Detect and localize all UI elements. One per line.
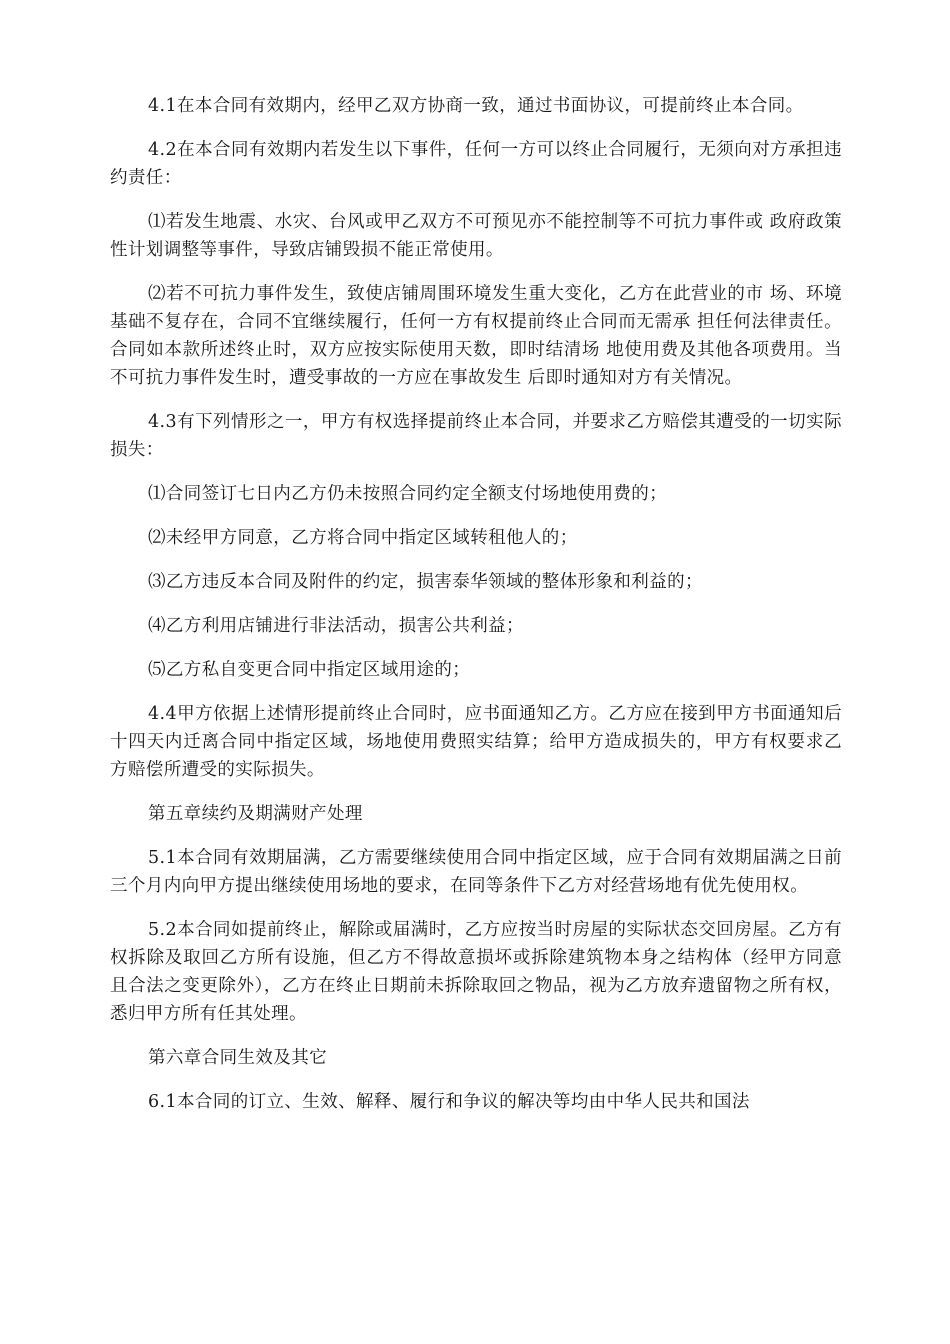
clause-4-3: 4.3有下列情形之一，甲方有权选择提前终止本合同，并要求乙方赔偿其遭受的一切实际损失： [110, 412, 842, 460]
clause-5-1: 5.1本合同有效期届满，乙方需要继续使用合同中指定区域，应于合同有效期届满之日前三个月内向甲方提出继续使用场地的要求，在同等条件下乙方对经营场地有优先使用权。 [110, 848, 842, 896]
clause-6-1: 6.1本合同的订立、生效、解释、履行和争议的解决等均由中华人民共和国法 [148, 1092, 750, 1112]
clause-4-2-item-1: ⑴若发生地震、水灾、台风或甲乙双方不可预见亦不能控制等不可抗力事件或 政府政策性计划调整等事件，导致店铺毁损不能正常使用。 [110, 212, 842, 260]
clause-4-4: 4.4甲方依据上述情形提前终止合同时，应书面通知乙方。乙方应在接到甲方书面通知后十四天内迁离合同中指定区域，场地使用费照实结算；给甲方造成损失的，甲方有权要求乙方赔偿所遭受的实际损失。 [110, 704, 842, 780]
chapter-6-heading: 第六章合同生效及其它 [148, 1048, 327, 1068]
clause-4-3-item-4: ⑷乙方利用店铺进行非法活动，损害公共利益； [148, 616, 524, 636]
clause-4-2-item-2: ⑵若不可抗力事件发生，致使店铺周围环境发生重大变化，乙方在此营业的市 场、环境基础不复存在，合同不宜继续履行，任何一方有权提前终止合同而无需承 担任何法律责任。合同如本款所述终止时，双方应按实际使用天数，即时结清场 地使用费及其他各项费用。当不可抗力事件发生时，遭受事故的一方应在事故发生 后即时通知对方有关情况。 [110, 284, 842, 388]
clause-4-3-item-1: ⑴合同签订七日内乙方仍未按照合同约定全额支付场地使用费的； [148, 484, 668, 504]
clause-4-3-item-2: ⑵未经甲方同意，乙方将合同中指定区域转租他人的； [148, 528, 578, 548]
clause-4-3-item-3: ⑶乙方违反本合同及附件的约定，损害泰华领域的整体形象和利益的； [148, 572, 703, 592]
clause-5-2: 5.2本合同如提前终止，解除或届满时，乙方应按当时房屋的实际状态交回房屋。乙方有权拆除及取回乙方所有设施，但乙方不得故意损坏或拆除建筑物本身之结构体（经甲方同意且合法之变更除外），乙方在终止日期前未拆除取回之物品，视为乙方放弃遗留物之所有权，悉归甲方所有任其处理。 [110, 920, 842, 1024]
document-body [110, 92, 842, 1132]
clause-4-2: 4.2在本合同有效期内若发生以下事件，任何一方可以终止合同履行，无须向对方承担违约责任： [110, 140, 842, 188]
chapter-5-heading: 第五章续约及期满财产处理 [148, 804, 363, 824]
clause-4-3-item-5: ⑸乙方私自变更合同中指定区域用途的； [148, 660, 471, 680]
clause-4-1: 4.1在本合同有效期内，经甲乙双方协商一致，通过书面协议，可提前终止本合同。 [148, 96, 804, 116]
